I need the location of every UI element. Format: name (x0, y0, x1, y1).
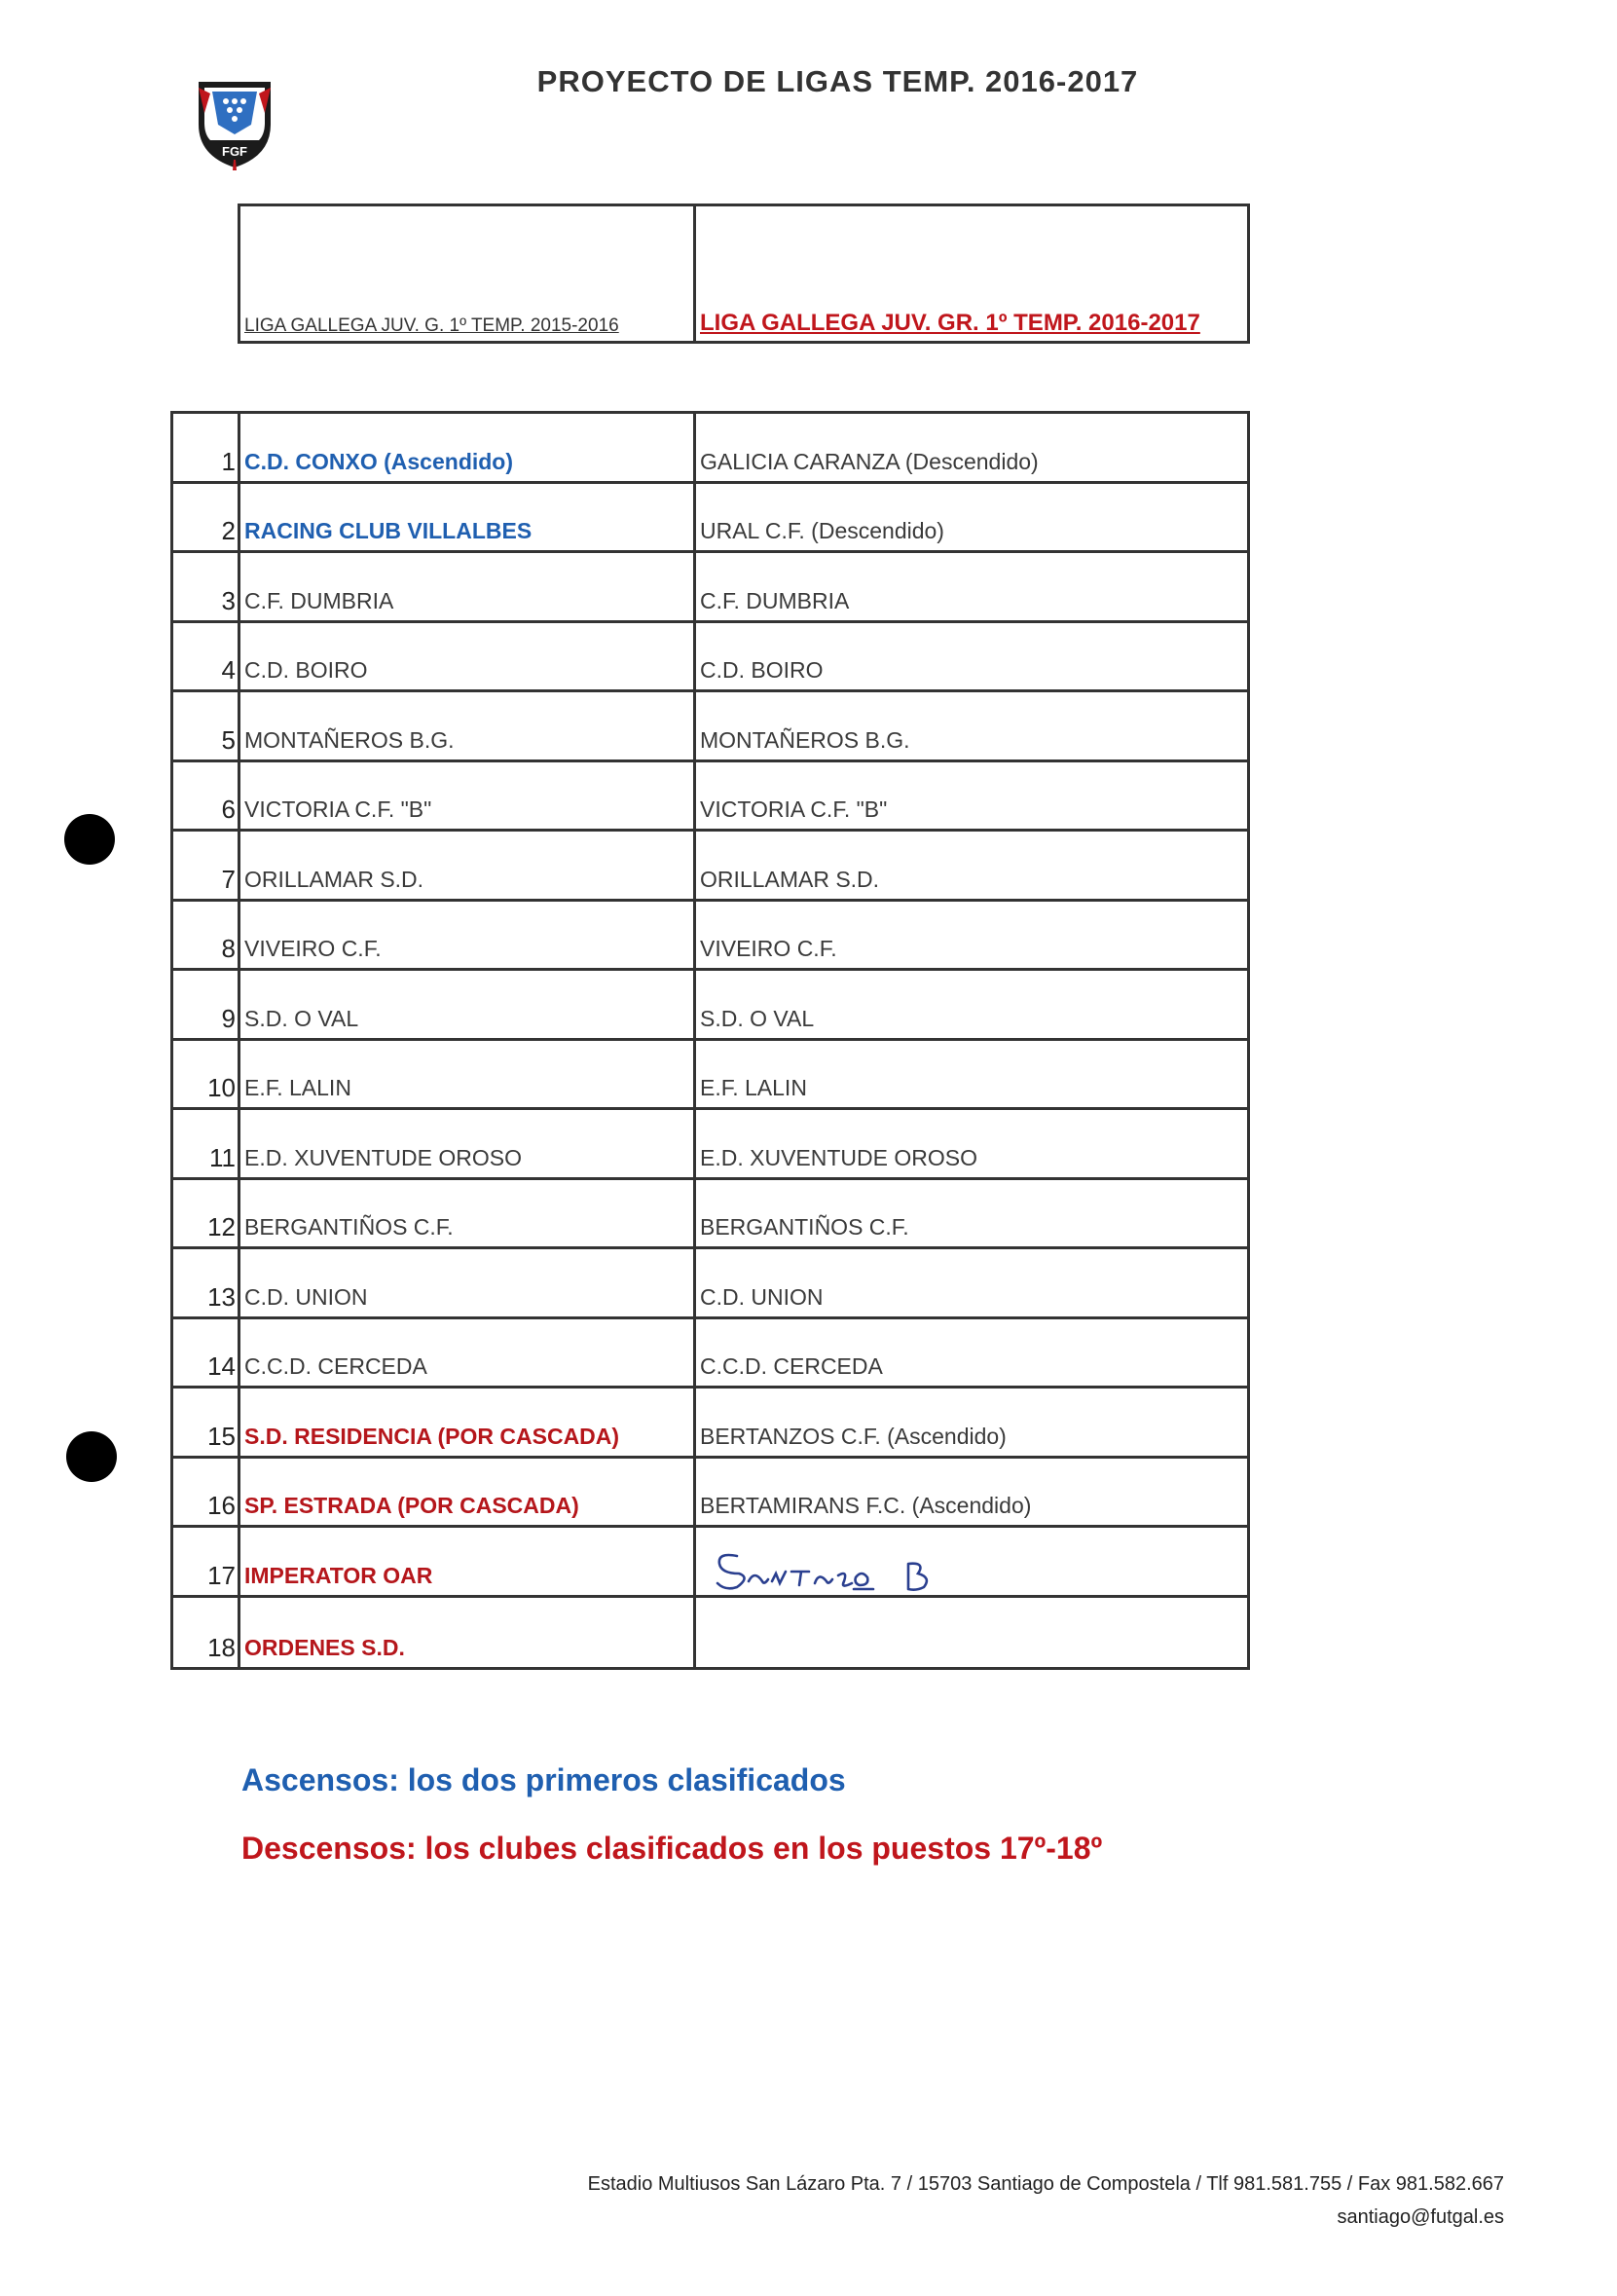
row-number-cell (173, 971, 240, 1038)
team-2015-cell (240, 414, 696, 481)
team-2016-cell (696, 762, 1247, 830)
table-row (173, 553, 1247, 623)
current-season-cell (696, 206, 1247, 341)
team-2016-cell (696, 692, 1247, 759)
table-row (173, 1041, 1247, 1111)
team-2016-cell (696, 1041, 1247, 1108)
row-number: 18 (207, 1633, 236, 1662)
row-number: 11 (209, 1142, 236, 1172)
team-2015-name: VICTORIA C.F. "B" (244, 796, 432, 822)
team-2015-name: ORILLAMAR S.D. (244, 866, 424, 892)
footer-email: santiago@futgal.es (1337, 2206, 1504, 2228)
row-number-cell (173, 1528, 240, 1595)
team-2015-cell (240, 1041, 696, 1108)
footer-address: Estadio Multiusos San Lázaro Pta. 7 / 15703 Santiago de Compostela / Tlf 981.581.755 / Fax 981.582.667 (587, 2173, 1504, 2195)
row-number: 17 (207, 1560, 236, 1590)
row-number-cell (173, 1389, 240, 1456)
team-2015-cell (240, 762, 696, 830)
team-2015-cell (240, 1249, 696, 1316)
team-2015-cell (240, 902, 696, 969)
row-number: 16 (207, 1491, 236, 1520)
team-2016-name: BERTANZOS C.F. (Ascendido) (700, 1423, 1007, 1449)
row-number: 3 (221, 585, 236, 615)
table-row (173, 902, 1247, 972)
table-row (173, 1180, 1247, 1250)
punch-hole (66, 1431, 117, 1482)
table-row (173, 762, 1247, 833)
row-number-cell (173, 1459, 240, 1526)
row-number-cell (173, 1319, 240, 1387)
team-2015-name: RACING CLUB VILLALBES (244, 518, 533, 543)
team-2016-name: BERGANTIÑOS C.F. (700, 1214, 909, 1240)
row-number: 2 (221, 516, 236, 545)
row-number: 4 (221, 655, 236, 685)
row-number: 7 (221, 864, 236, 894)
row-number-cell (173, 692, 240, 759)
row-number-cell (173, 1598, 240, 1668)
team-2016-cell (696, 832, 1247, 899)
team-2015-name: C.D. BOIRO (244, 657, 368, 683)
team-2015-cell (240, 484, 696, 551)
team-2016-name: VIVEIRO C.F. (700, 936, 837, 961)
team-2015-name: S.D. O VAL (244, 1005, 359, 1031)
row-number: 8 (221, 934, 236, 963)
team-2016-cell (696, 414, 1247, 481)
team-2016-name: URAL C.F. (Descendido) (700, 518, 944, 543)
team-2015-cell (240, 1459, 696, 1526)
table-row (173, 1598, 1247, 1668)
row-number: 12 (207, 1212, 236, 1241)
team-2015-name: MONTAÑEROS B.G. (244, 726, 455, 753)
team-2015-name: ORDENES S.D. (244, 1635, 405, 1660)
team-2015-cell (240, 623, 696, 690)
team-2016-cell (696, 971, 1247, 1038)
table-row (173, 623, 1247, 693)
team-2016-name: GALICIA CARANZA (Descendido) (700, 448, 1039, 474)
footer (336, 2167, 1504, 2234)
team-2016-name: C.D. BOIRO (700, 657, 824, 683)
team-2015-name: C.D. CONXO (Ascendido) (244, 448, 514, 474)
table-row (173, 1249, 1247, 1319)
row-number: 6 (221, 795, 236, 824)
team-2015-cell (240, 1110, 696, 1177)
team-2015-cell (240, 1528, 696, 1595)
team-2016-cell (696, 484, 1247, 551)
team-2016-name: MONTAÑEROS B.G. (700, 726, 910, 753)
teams-table (170, 411, 1250, 1670)
handwritten-signature (708, 1535, 961, 1593)
previous-season-label: LIGA GALLEGA JUV. G. 1º TEMP. 2015-2016 (244, 315, 619, 336)
team-2015-cell (240, 1180, 696, 1247)
team-2015-name: S.D. RESIDENCIA (POR CASCADA) (244, 1423, 620, 1449)
table-row (173, 414, 1247, 484)
team-2015-cell (240, 971, 696, 1038)
team-2016-name: VICTORIA C.F. "B" (700, 796, 888, 822)
team-2016-cell (696, 1459, 1247, 1526)
row-number-cell (173, 762, 240, 830)
team-2016-cell (696, 1319, 1247, 1387)
row-number-cell (173, 1249, 240, 1316)
team-2016-cell (696, 1249, 1247, 1316)
season-header-table (238, 204, 1250, 344)
row-number-cell (173, 902, 240, 969)
team-2015-cell (240, 832, 696, 899)
table-row (173, 1110, 1247, 1180)
row-number-cell (173, 1180, 240, 1247)
team-2016-name: E.D. XUVENTUDE OROSO (700, 1144, 977, 1170)
team-2015-name: BERGANTIÑOS C.F. (244, 1214, 454, 1240)
team-2016-name: C.D. UNION (700, 1283, 824, 1310)
row-number: 5 (221, 724, 236, 755)
row-number-cell (173, 414, 240, 481)
team-2016-cell (696, 1110, 1247, 1177)
team-2016-name: ORILLAMAR S.D. (700, 866, 880, 892)
logo-text: FGF (222, 144, 247, 159)
team-2015-name: IMPERATOR OAR (244, 1562, 433, 1588)
team-2016-name: C.F. DUMBRIA (700, 587, 850, 613)
document-title: PROYECTO DE LIGAS TEMP. 2016-2017 (536, 64, 1139, 98)
team-2015-cell (240, 1598, 696, 1668)
row-number-cell (173, 553, 240, 620)
row-number: 14 (207, 1352, 236, 1381)
team-2015-name: C.D. UNION (244, 1283, 368, 1310)
row-number-cell (173, 832, 240, 899)
table-row (173, 1459, 1247, 1529)
table-row (173, 484, 1247, 554)
team-2015-cell (240, 1319, 696, 1387)
team-2016-cell (696, 1389, 1247, 1456)
team-2016-cell (696, 1528, 1247, 1595)
table-row (173, 1319, 1247, 1389)
promotion-note: Ascensos: los dos primeros clasificados (241, 1762, 846, 1797)
team-2016-cell (696, 1180, 1247, 1247)
row-number: 13 (207, 1281, 236, 1312)
team-2016-cell (696, 1598, 1247, 1668)
table-row (173, 692, 1247, 762)
team-2015-cell (240, 692, 696, 759)
team-2015-name: E.D. XUVENTUDE OROSO (244, 1144, 522, 1170)
team-2016-name: BERTAMIRANS F.C. (Ascendido) (700, 1493, 1032, 1518)
team-2016-cell (696, 902, 1247, 969)
row-number: 9 (221, 1003, 236, 1033)
row-number: 1 (221, 446, 236, 476)
team-2016-cell (696, 553, 1247, 620)
row-number-cell (173, 484, 240, 551)
team-2015-name: SP. ESTRADA (POR CASCADA) (244, 1493, 579, 1518)
row-number-cell (173, 623, 240, 690)
team-2015-cell (240, 553, 696, 620)
team-2015-name: VIVEIRO C.F. (244, 936, 382, 961)
row-number-cell (173, 1110, 240, 1177)
team-2015-name: C.F. DUMBRIA (244, 587, 394, 613)
row-number: 10 (207, 1073, 236, 1102)
team-2015-name: C.C.D. CERCEDA (244, 1353, 427, 1379)
relegation-note: Descensos: los clubes clasificados en los puestos 17º-18º (241, 1831, 1103, 1866)
table-row (173, 832, 1247, 902)
punch-hole (64, 814, 115, 865)
team-2016-name: S.D. O VAL (700, 1005, 815, 1031)
table-row (173, 1528, 1247, 1598)
previous-season-cell (240, 206, 696, 341)
team-2016-name: C.C.D. CERCEDA (700, 1353, 883, 1379)
table-row (173, 971, 1247, 1041)
team-2015-name: E.F. LALIN (244, 1075, 351, 1100)
row-number-cell (173, 1041, 240, 1108)
team-2016-cell (696, 623, 1247, 690)
table-row (173, 1389, 1247, 1459)
team-2015-cell (240, 1389, 696, 1456)
team-2016-name: E.F. LALIN (700, 1075, 807, 1100)
current-season-label: LIGA GALLEGA JUV. GR. 1º TEMP. 2016-2017 (700, 310, 1200, 336)
row-number: 15 (207, 1421, 236, 1451)
